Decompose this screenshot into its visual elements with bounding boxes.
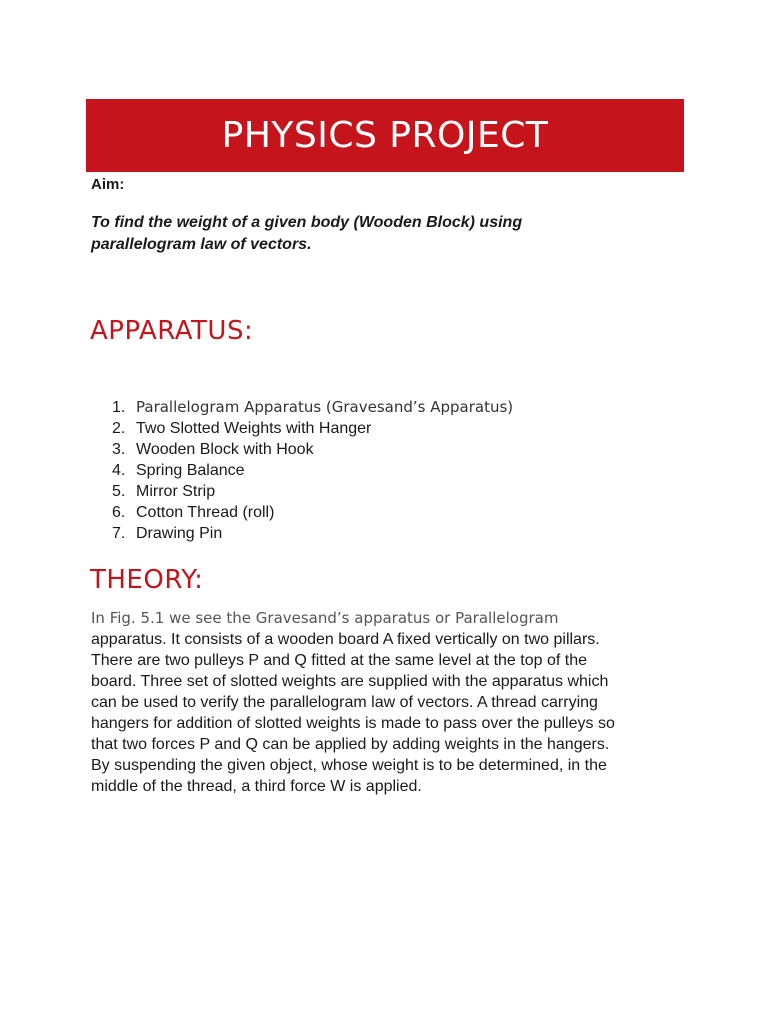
list-item-number: 1.: [112, 399, 126, 416]
aim-label: Aim:: [91, 176, 125, 193]
list-item: [112, 460, 513, 481]
list-item-label: Two Slotted Weights with Hanger: [136, 420, 372, 437]
list-item-number: 7.: [112, 525, 126, 542]
list-item-number: 2.: [112, 420, 126, 437]
list-item-label: Mirror Strip: [136, 483, 216, 500]
aim-text: To find the weight of a given body (Wooden Block) using parallelogram law of vectors.: [91, 214, 523, 253]
theory-line: In Fig. 5.1 we see the Gravesand’s apparatus or Parallelogram: [91, 609, 559, 627]
list-item-label: Spring Balance: [136, 462, 245, 479]
apparatus-list: [112, 397, 513, 544]
theory-line: There are two pulleys P and Q fitted at the same level at the top of the: [91, 652, 587, 669]
list-item-label: Cotton Thread (roll): [136, 504, 275, 521]
list-item: [112, 502, 513, 523]
list-item-label: Wooden Block with Hook: [136, 441, 314, 458]
page-title: PHYSICS PROJECT: [221, 115, 549, 156]
theory-line: middle of the thread, a third force W is applied.: [91, 778, 422, 795]
list-item-label: Drawing Pin: [136, 525, 223, 542]
list-item: [112, 397, 513, 418]
list-item: [112, 418, 513, 439]
theory-line: By suspending the given object, whose weight is to be determined, in the: [91, 757, 607, 774]
list-item: [112, 439, 513, 460]
theory-line: hangers for addition of slotted weights is made to pass over the pulleys so: [91, 715, 615, 732]
theory-line: can be used to verify the parallelogram law of vectors. A thread carrying: [91, 694, 598, 711]
theory-paragraph: [91, 608, 681, 797]
list-item: [112, 523, 513, 544]
theory-line: that two forces P and Q can be applied by adding weights in the hangers.: [91, 736, 610, 753]
theory-heading: THEORY:: [90, 565, 204, 595]
list-item-number: 3.: [112, 441, 126, 458]
list-item-label: Parallelogram Apparatus (Gravesand’s Apparatus): [136, 398, 514, 416]
theory-line: board. Three set of slotted weights are supplied with the apparatus which: [91, 673, 609, 690]
theory-line: apparatus. It consists of a wooden board A fixed vertically on two pillars.: [91, 631, 600, 648]
list-item-number: 4.: [112, 462, 126, 479]
list-item-number: 5.: [112, 483, 126, 500]
apparatus-heading: APPARATUS:: [90, 316, 254, 346]
list-item-number: 6.: [112, 504, 126, 521]
title-banner: [86, 99, 684, 172]
list-item: [112, 481, 513, 502]
